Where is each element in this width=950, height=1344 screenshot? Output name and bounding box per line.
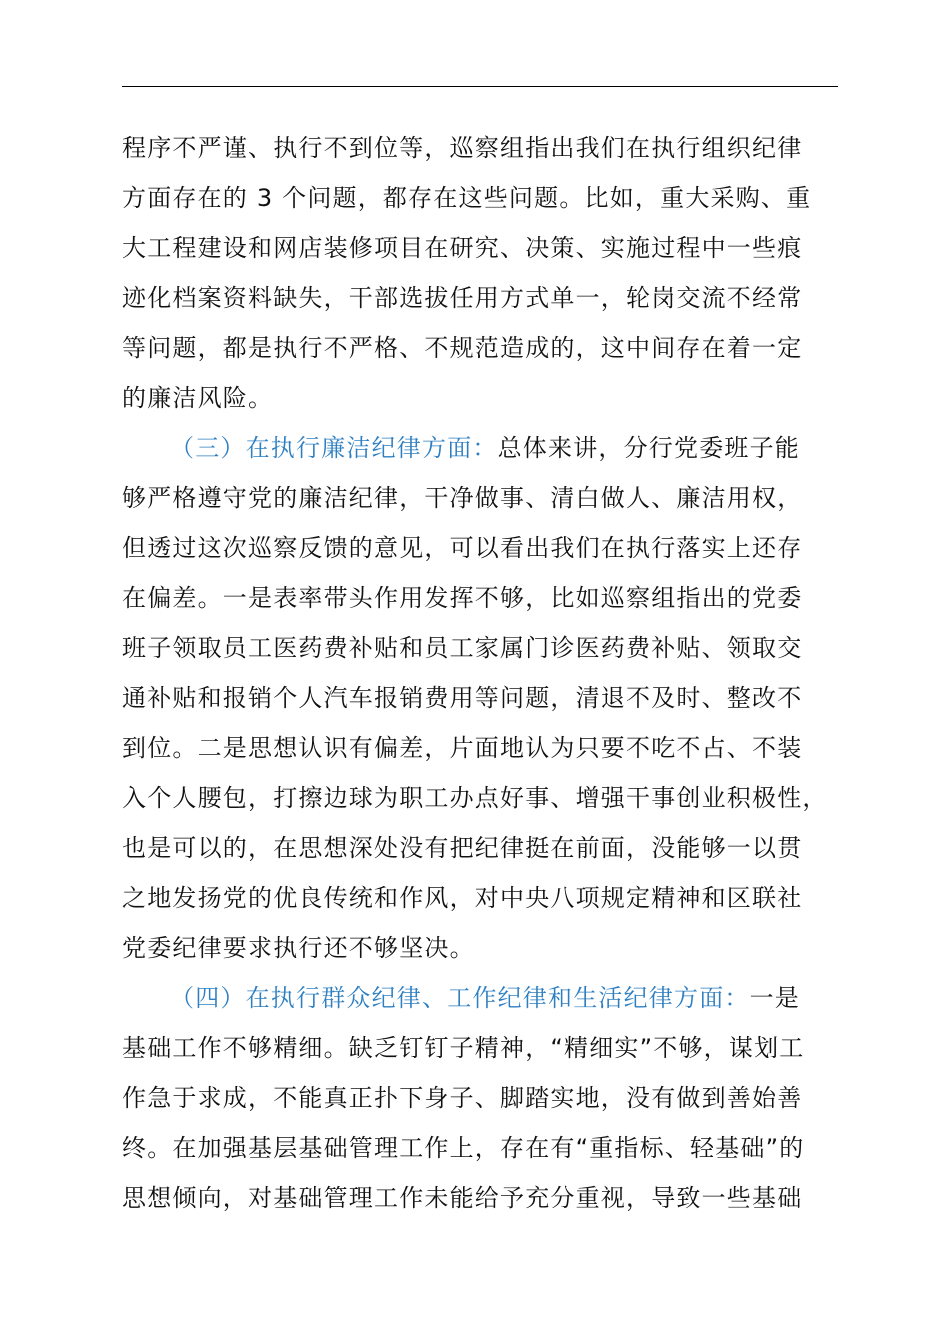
section-4-first-line: （四）在执行群众纪律、工作纪律和生活纪律方面：一是 bbox=[170, 984, 801, 1012]
text-line: 也是可以的，在思想深处没有把纪律挺在前面，没能够一以贯 bbox=[122, 834, 803, 862]
section-3-heading: （三）在执行廉洁纪律方面： bbox=[170, 434, 498, 462]
text-line: 基础工作不够精细。缺乏钉钉子精神，“精细实”不够，谋划工 bbox=[122, 1034, 805, 1062]
text-line: 终。在加强基层基础管理工作上，存在有“重指标、轻基础”的 bbox=[122, 1134, 805, 1162]
text-line: 的廉洁风险。 bbox=[122, 384, 274, 412]
text-line: 迹化档案资料缺失，干部选拔任用方式单一，轮岗交流不经常 bbox=[122, 284, 803, 312]
text-line: 之地发扬党的优良传统和作风，对中央八项规定精神和区联社 bbox=[122, 884, 803, 912]
text-line: 程序不严谨、执行不到位等，巡察组指出我们在执行组织纪律 bbox=[122, 134, 803, 162]
text-line: 入个人腰包，打擦边球为职工办点好事、增强干事创业积极性， bbox=[122, 784, 828, 812]
section-3-first-line: （三）在执行廉洁纪律方面：总体来讲，分行党委班子能 bbox=[170, 434, 801, 462]
text-line: 思想倾向，对基础管理工作未能给予充分重视，导致一些基础 bbox=[122, 1184, 803, 1212]
section-4-heading: （四）在执行群众纪律、工作纪律和生活纪律方面： bbox=[170, 984, 750, 1012]
text-line: 到位。二是思想认识有偏差，片面地认为只要不吃不占、不装 bbox=[122, 734, 803, 762]
text-line: 作急于求成，不能真正扑下身子、脚踏实地，没有做到善始善 bbox=[122, 1084, 803, 1112]
text-line: 党委纪律要求执行还不够坚决。 bbox=[122, 934, 475, 962]
text-line: 通补贴和报销个人汽车报销费用等问题，清退不及时、整改不 bbox=[122, 684, 803, 712]
header-rule bbox=[122, 86, 838, 87]
text-line: 班子领取员工医药费补贴和员工家属门诊医药费补贴、领取交 bbox=[122, 634, 803, 662]
text-line: 等问题，都是执行不严格、不规范造成的，这中间存在着一定 bbox=[122, 334, 803, 362]
text-line: 在偏差。一是表率带头作用发挥不够，比如巡察组指出的党委 bbox=[122, 584, 803, 612]
text-line: 大工程建设和网店装修项目在研究、决策、实施过程中一些痕 bbox=[122, 234, 803, 262]
text-line: 方面存在的 3 个问题，都存在这些问题。比如，重大采购、重 bbox=[122, 184, 812, 212]
text-line: 但透过这次巡察反馈的意见，可以看出我们在执行落实上还存 bbox=[122, 534, 803, 562]
text-line: 够严格遵守党的廉洁纪律，干净做事、清白做人、廉洁用权， bbox=[122, 484, 803, 512]
document-body bbox=[122, 123, 838, 1223]
